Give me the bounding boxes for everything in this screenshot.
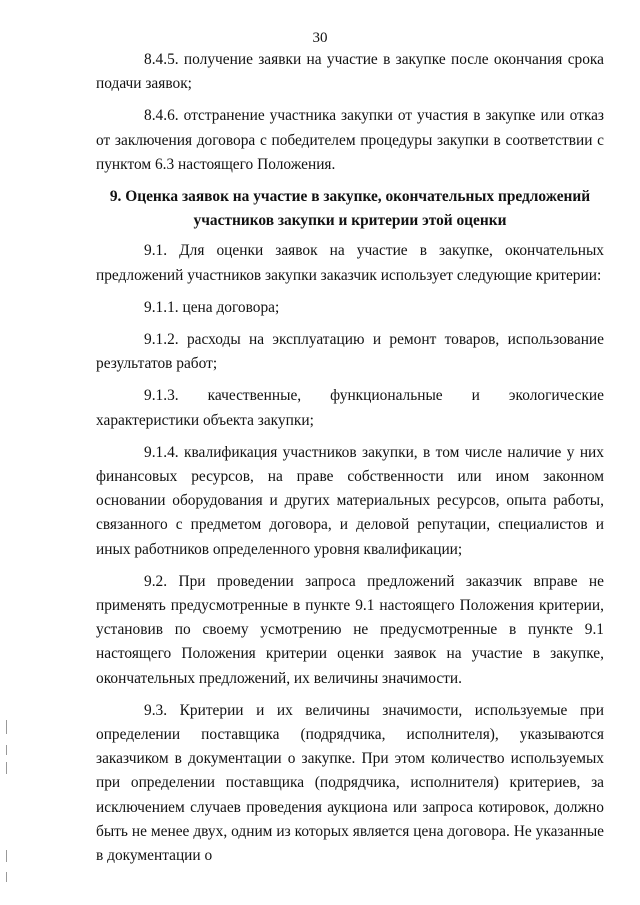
document-body: [96, 48, 604, 876]
paragraph-9-3: 9.3. Критерии и их величины значимости, используемые при определении поставщика (подрядчика, исполнителя), указываются заказчиком в документации о закупке. При этом количество используемых при определении поставщика (подрядчика, исполнителя) критериев, за исключением случаев проведения аукциона или запроса котировок, должно быть не менее двух, одним из которых является цена договора. Не указанные в документации о: [96, 701, 604, 865]
paragraph-8-4-5: 8.4.5. получение заявки на участие в закупке после окончания срока подачи заявок;: [96, 51, 604, 93]
scan-margin-mark: [6, 850, 7, 862]
section-heading-9: 9. Оценка заявок на участие в закупке, окончательных предложений участников закупки и критерии этой оценки: [109, 188, 591, 230]
paragraph-9-1-3: 9.1.3. качественные, функциональные и экологические характеристики объекта закупки;: [96, 387, 604, 429]
paragraph-9-1-2: 9.1.2. расходы на эксплуатацию и ремонт товаров, использование результатов работ;: [96, 331, 604, 373]
scan-margin-mark: [6, 872, 7, 882]
paragraph-9-1-1: 9.1.1. цена договора;: [144, 298, 280, 316]
paragraph-8-4-6: 8.4.6. отстранение участника закупки от участия в закупке или отказ от заключения договора с победителем процедуры закупки в соответствии с пунктом 6.3 настоящего Положения.: [96, 107, 604, 173]
scan-margin-mark: [6, 720, 7, 734]
scan-margin-mark: [6, 762, 7, 774]
page-number: 30: [312, 30, 328, 46]
scan-margin-mark: [6, 745, 7, 755]
paragraph-9-2: 9.2. При проведении запроса предложений заказчик вправе не применять предусмотренные в пункте 9.1 настоящего Положения критерии, установив по своему усмотрению не предусмотренные в пункте 9.1 настоящего Положения критерии оценки заявок на участие в закупке, окончательных предложений, их величины значимости.: [96, 572, 604, 687]
paragraph-9-1: 9.1. Для оценки заявок на участие в закупке, окончательных предложений участников закупки заказчик использует следующие критерии:: [96, 242, 604, 284]
paragraph-9-1-4: 9.1.4. квалификация участников закупки, в том числе наличие у них финансовых ресурсов, на праве собственности или ином законном основании оборудования и других материальных ресурсов, опыта работы, связанного с предметом договора, и деловой репутации, специалистов и иных работников определенного уровня квалификации;: [96, 443, 604, 558]
